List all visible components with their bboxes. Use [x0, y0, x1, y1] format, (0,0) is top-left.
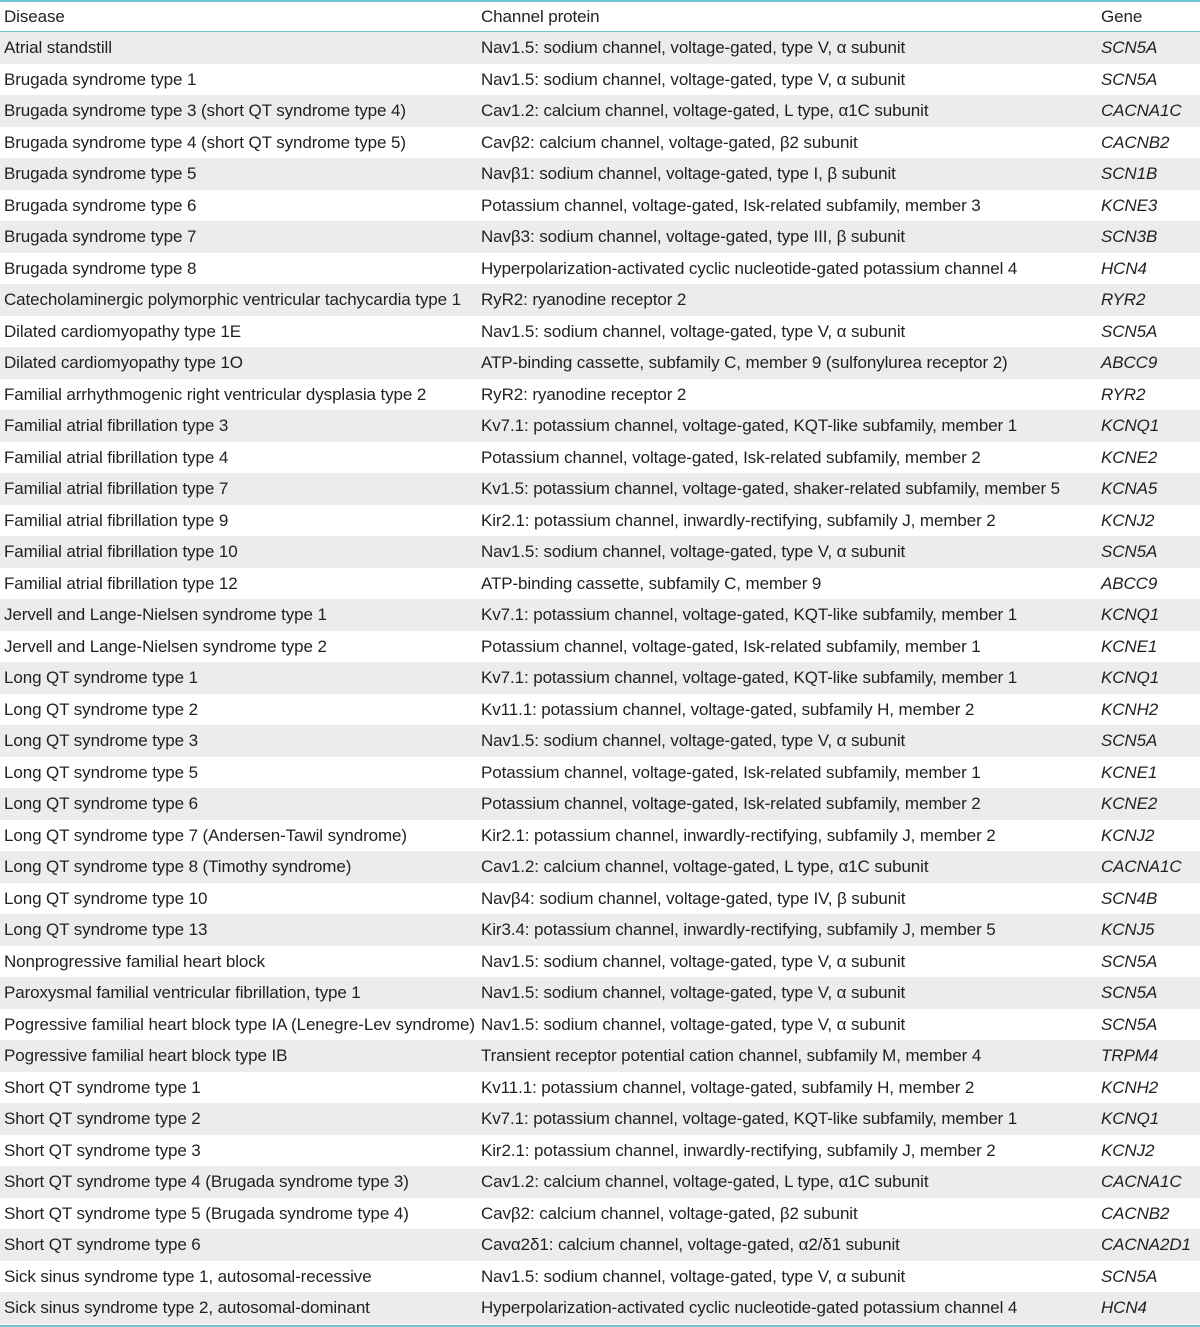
cell-channel-protein: Kv7.1: potassium channel, voltage-gated, KQT-like subfamily, member 1: [477, 410, 1097, 442]
cell-gene: CACNA1C: [1097, 851, 1200, 883]
table-row: [0, 820, 1200, 852]
cell-channel-protein: Kir2.1: potassium channel, inwardly-rectifying, subfamily J, member 2: [477, 1135, 1097, 1167]
cell-channel-protein: Potassium channel, voltage-gated, Isk-related subfamily, member 1: [477, 757, 1097, 789]
cell-gene: ABCC9: [1097, 568, 1200, 600]
cell-channel-protein: Potassium channel, voltage-gated, Isk-related subfamily, member 2: [477, 442, 1097, 474]
table-row: [0, 32, 1200, 64]
cell-disease: Nonprogressive familial heart block: [0, 946, 477, 978]
cell-disease: Short QT syndrome type 2: [0, 1103, 477, 1135]
table-row: [0, 883, 1200, 915]
cell-channel-protein: Cavβ2: calcium channel, voltage-gated, β2 subunit: [477, 127, 1097, 159]
cell-channel-protein: Cav1.2: calcium channel, voltage-gated, L type, α1C subunit: [477, 1166, 1097, 1198]
cell-channel-protein: Kir2.1: potassium channel, inwardly-rectifying, subfamily J, member 2: [477, 820, 1097, 852]
cell-disease: Long QT syndrome type 1: [0, 662, 477, 694]
cell-disease: Familial atrial fibrillation type 7: [0, 473, 477, 505]
table-row: [0, 536, 1200, 568]
cell-gene: SCN4B: [1097, 883, 1200, 915]
cell-disease: Brugada syndrome type 5: [0, 158, 477, 190]
cell-gene: SCN5A: [1097, 316, 1200, 348]
table-row: [0, 757, 1200, 789]
table-row: [0, 1261, 1200, 1293]
cell-disease: Long QT syndrome type 13: [0, 914, 477, 946]
cell-gene: SCN5A: [1097, 1261, 1200, 1293]
cell-disease: Dilated cardiomyopathy type 1E: [0, 316, 477, 348]
cell-channel-protein: Cav1.2: calcium channel, voltage-gated, L type, α1C subunit: [477, 95, 1097, 127]
cell-disease: Long QT syndrome type 3: [0, 725, 477, 757]
table-row: [0, 158, 1200, 190]
cell-channel-protein: Nav1.5: sodium channel, voltage-gated, type V, α subunit: [477, 725, 1097, 757]
table-row: [0, 127, 1200, 159]
table-row: [0, 851, 1200, 883]
cell-gene: KCNJ2: [1097, 505, 1200, 537]
cell-channel-protein: Potassium channel, voltage-gated, Isk-related subfamily, member 3: [477, 190, 1097, 222]
table-row: [0, 977, 1200, 1009]
cell-channel-protein: Hyperpolarization-activated cyclic nucleotide-gated potassium channel 4: [477, 1292, 1097, 1324]
cell-disease: Familial atrial fibrillation type 3: [0, 410, 477, 442]
cell-gene: SCN5A: [1097, 977, 1200, 1009]
table-row: [0, 64, 1200, 96]
cell-disease: Familial atrial fibrillation type 4: [0, 442, 477, 474]
table-row: [0, 725, 1200, 757]
table-row: [0, 1198, 1200, 1230]
cell-channel-protein: ATP-binding cassette, subfamily C, member 9 (sulfonylurea receptor 2): [477, 347, 1097, 379]
cell-gene: KCNH2: [1097, 1072, 1200, 1104]
table-row: [0, 1072, 1200, 1104]
cell-disease: Catecholaminergic polymorphic ventricular tachycardia type 1: [0, 284, 477, 316]
table-row: [0, 95, 1200, 127]
cell-gene: SCN3B: [1097, 221, 1200, 253]
cell-gene: KCNE3: [1097, 190, 1200, 222]
cell-gene: KCNH2: [1097, 694, 1200, 726]
cell-gene: KCNQ1: [1097, 410, 1200, 442]
table-row: [0, 1040, 1200, 1072]
cell-gene: CACNB2: [1097, 1198, 1200, 1230]
cell-gene: CACNA2D1: [1097, 1229, 1200, 1261]
cell-channel-protein: Nav1.5: sodium channel, voltage-gated, type V, α subunit: [477, 32, 1097, 64]
table-row: [0, 253, 1200, 285]
cell-disease: Dilated cardiomyopathy type 1O: [0, 347, 477, 379]
cell-channel-protein: RyR2: ryanodine receptor 2: [477, 284, 1097, 316]
cell-gene: KCNE2: [1097, 788, 1200, 820]
cell-channel-protein: Nav1.5: sodium channel, voltage-gated, type V, α subunit: [477, 316, 1097, 348]
cell-disease: Long QT syndrome type 10: [0, 883, 477, 915]
cell-gene: TRPM4: [1097, 1040, 1200, 1072]
cell-gene: CACNB2: [1097, 127, 1200, 159]
cell-gene: SCN5A: [1097, 946, 1200, 978]
cell-disease: Atrial standstill: [0, 32, 477, 64]
table-row: [0, 599, 1200, 631]
cell-channel-protein: Nav1.5: sodium channel, voltage-gated, type V, α subunit: [477, 536, 1097, 568]
cell-disease: Brugada syndrome type 3 (short QT syndrome type 4): [0, 95, 477, 127]
table-row: [0, 946, 1200, 978]
header-gene: Gene: [1097, 2, 1200, 32]
cell-channel-protein: Cavα2δ1: calcium channel, voltage-gated, α2/δ1 subunit: [477, 1229, 1097, 1261]
cell-channel-protein: Kv7.1: potassium channel, voltage-gated, KQT-like subfamily, member 1: [477, 1103, 1097, 1135]
table-row: [0, 190, 1200, 222]
cell-gene: KCNJ5: [1097, 914, 1200, 946]
table-row: [0, 1009, 1200, 1041]
table-row: [0, 442, 1200, 474]
cell-disease: Familial arrhythmogenic right ventricular dysplasia type 2: [0, 379, 477, 411]
table-body: [0, 32, 1200, 1324]
cell-disease: Sick sinus syndrome type 1, autosomal-recessive: [0, 1261, 477, 1293]
cell-gene: KCNE1: [1097, 757, 1200, 789]
cell-disease: Brugada syndrome type 7: [0, 221, 477, 253]
cell-gene: CACNA1C: [1097, 95, 1200, 127]
cell-disease: Short QT syndrome type 4 (Brugada syndrome type 3): [0, 1166, 477, 1198]
header-channel-protein: Channel protein: [477, 2, 1097, 32]
cell-disease: Brugada syndrome type 4 (short QT syndrome type 5): [0, 127, 477, 159]
cell-channel-protein: Potassium channel, voltage-gated, Isk-related subfamily, member 1: [477, 631, 1097, 663]
cell-channel-protein: Navβ3: sodium channel, voltage-gated, type III, β subunit: [477, 221, 1097, 253]
cell-gene: KCNQ1: [1097, 1103, 1200, 1135]
cell-channel-protein: Cavβ2: calcium channel, voltage-gated, β2 subunit: [477, 1198, 1097, 1230]
table-row: [0, 1166, 1200, 1198]
cell-disease: Long QT syndrome type 8 (Timothy syndrome): [0, 851, 477, 883]
cell-gene: KCNQ1: [1097, 599, 1200, 631]
cell-disease: Brugada syndrome type 1: [0, 64, 477, 96]
cell-channel-protein: Kv1.5: potassium channel, voltage-gated, shaker-related subfamily, member 5: [477, 473, 1097, 505]
cell-disease: Long QT syndrome type 7 (Andersen-Tawil syndrome): [0, 820, 477, 852]
cell-gene: RYR2: [1097, 284, 1200, 316]
table-row: [0, 379, 1200, 411]
channelopathy-table: [0, 2, 1200, 1324]
cell-channel-protein: Navβ4: sodium channel, voltage-gated, type IV, β subunit: [477, 883, 1097, 915]
cell-disease: Long QT syndrome type 5: [0, 757, 477, 789]
cell-channel-protein: Potassium channel, voltage-gated, Isk-related subfamily, member 2: [477, 788, 1097, 820]
header-row: [0, 2, 1200, 32]
cell-disease: Sick sinus syndrome type 2, autosomal-dominant: [0, 1292, 477, 1324]
table-row: [0, 631, 1200, 663]
cell-channel-protein: Hyperpolarization-activated cyclic nucleotide-gated potassium channel 4: [477, 253, 1097, 285]
cell-channel-protein: ATP-binding cassette, subfamily C, member 9: [477, 568, 1097, 600]
table-row: [0, 568, 1200, 600]
table-row: [0, 347, 1200, 379]
table-row: [0, 505, 1200, 537]
table-row: [0, 694, 1200, 726]
cell-channel-protein: Nav1.5: sodium channel, voltage-gated, type V, α subunit: [477, 1009, 1097, 1041]
table-row: [0, 473, 1200, 505]
table-row: [0, 662, 1200, 694]
cell-gene: SCN5A: [1097, 536, 1200, 568]
table-row: [0, 316, 1200, 348]
cell-gene: HCN4: [1097, 253, 1200, 285]
header-disease: Disease: [0, 2, 477, 32]
cell-gene: SCN5A: [1097, 64, 1200, 96]
cell-disease: Long QT syndrome type 2: [0, 694, 477, 726]
cell-disease: Jervell and Lange-Nielsen syndrome type 2: [0, 631, 477, 663]
cell-gene: KCNE1: [1097, 631, 1200, 663]
cell-channel-protein: Transient receptor potential cation channel, subfamily M, member 4: [477, 1040, 1097, 1072]
cell-gene: SCN1B: [1097, 158, 1200, 190]
table-row: [0, 410, 1200, 442]
cell-disease: Short QT syndrome type 5 (Brugada syndrome type 4): [0, 1198, 477, 1230]
cell-disease: Brugada syndrome type 6: [0, 190, 477, 222]
cell-gene: ABCC9: [1097, 347, 1200, 379]
cell-disease: Familial atrial fibrillation type 10: [0, 536, 477, 568]
cell-channel-protein: Kir2.1: potassium channel, inwardly-rectifying, subfamily J, member 2: [477, 505, 1097, 537]
cell-gene: KCNJ2: [1097, 820, 1200, 852]
cell-gene: SCN5A: [1097, 1009, 1200, 1041]
cell-gene: KCNQ1: [1097, 662, 1200, 694]
cell-disease: Jervell and Lange-Nielsen syndrome type 1: [0, 599, 477, 631]
table-row: [0, 1229, 1200, 1261]
cell-disease: Pogressive familial heart block type IA (Lenegre-Lev syndrome): [0, 1009, 477, 1041]
cell-gene: HCN4: [1097, 1292, 1200, 1324]
table-row: [0, 1103, 1200, 1135]
cell-disease: Short QT syndrome type 1: [0, 1072, 477, 1104]
cell-channel-protein: Navβ1: sodium channel, voltage-gated, type I, β subunit: [477, 158, 1097, 190]
cell-gene: KCNA5: [1097, 473, 1200, 505]
cell-gene: SCN5A: [1097, 725, 1200, 757]
table-row: [0, 221, 1200, 253]
cell-channel-protein: RyR2: ryanodine receptor 2: [477, 379, 1097, 411]
cell-gene: KCNJ2: [1097, 1135, 1200, 1167]
cell-gene: KCNE2: [1097, 442, 1200, 474]
cell-gene: CACNA1C: [1097, 1166, 1200, 1198]
cell-disease: Short QT syndrome type 6: [0, 1229, 477, 1261]
cell-disease: Paroxysmal familial ventricular fibrillation, type 1: [0, 977, 477, 1009]
cell-disease: Long QT syndrome type 6: [0, 788, 477, 820]
cell-channel-protein: Cav1.2: calcium channel, voltage-gated, L type, α1C subunit: [477, 851, 1097, 883]
cell-gene: RYR2: [1097, 379, 1200, 411]
cell-disease: Familial atrial fibrillation type 9: [0, 505, 477, 537]
cell-channel-protein: Kv11.1: potassium channel, voltage-gated, subfamily H, member 2: [477, 1072, 1097, 1104]
table-header: [0, 2, 1200, 32]
table-row: [0, 1292, 1200, 1324]
cell-channel-protein: Nav1.5: sodium channel, voltage-gated, type V, α subunit: [477, 977, 1097, 1009]
cell-channel-protein: Kv11.1: potassium channel, voltage-gated, subfamily H, member 2: [477, 694, 1097, 726]
cell-channel-protein: Kv7.1: potassium channel, voltage-gated, KQT-like subfamily, member 1: [477, 599, 1097, 631]
cell-channel-protein: Kv7.1: potassium channel, voltage-gated, KQT-like subfamily, member 1: [477, 662, 1097, 694]
cell-disease: Short QT syndrome type 3: [0, 1135, 477, 1167]
cell-channel-protein: Nav1.5: sodium channel, voltage-gated, type V, α subunit: [477, 1261, 1097, 1293]
cell-disease: Familial atrial fibrillation type 12: [0, 568, 477, 600]
cell-channel-protein: Kir3.4: potassium channel, inwardly-rectifying, subfamily J, member 5: [477, 914, 1097, 946]
table-row: [0, 788, 1200, 820]
table-row: [0, 284, 1200, 316]
table-row: [0, 1135, 1200, 1167]
cell-disease: Brugada syndrome type 8: [0, 253, 477, 285]
cell-channel-protein: Nav1.5: sodium channel, voltage-gated, type V, α subunit: [477, 946, 1097, 978]
table-row: [0, 914, 1200, 946]
cell-channel-protein: Nav1.5: sodium channel, voltage-gated, type V, α subunit: [477, 64, 1097, 96]
cell-disease: Pogressive familial heart block type IB: [0, 1040, 477, 1072]
cell-gene: SCN5A: [1097, 32, 1200, 64]
